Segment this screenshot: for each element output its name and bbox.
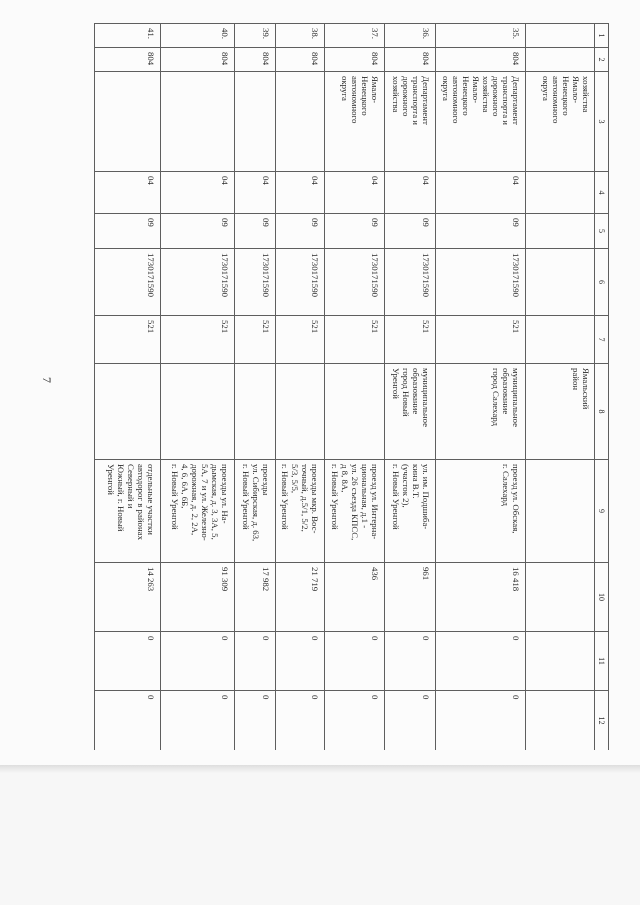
column-11-value: 0 <box>235 632 276 691</box>
column-11-value: 0 <box>160 632 235 691</box>
table-row <box>235 24 276 751</box>
table-row <box>435 24 525 751</box>
amount-value: 21 719 <box>276 563 325 632</box>
column-number-2: 2 <box>594 48 608 72</box>
column-number-12: 12 <box>594 691 608 751</box>
continued-department-text: хозяйства Ямало- Ненецкого автономного округа <box>526 72 595 172</box>
expense-type-code: 521 <box>235 316 276 364</box>
section-code: 04 <box>325 172 384 214</box>
continued-table-row <box>526 24 595 751</box>
column-number-10: 10 <box>594 563 608 632</box>
column-11-value: 0 <box>435 632 525 691</box>
column-number-11: 11 <box>594 632 608 691</box>
ministry-code: 804 <box>325 48 384 72</box>
table-row <box>276 24 325 751</box>
department-name: Департамент транспорта и дорожного хозяйства Ямало- Ненецкого автономного округа <box>435 72 525 172</box>
section-code: 04 <box>95 172 161 214</box>
target-article-code: 1730171590 <box>235 249 276 316</box>
section-code: 04 <box>276 172 325 214</box>
municipality-name <box>160 364 235 460</box>
column-12-value: 0 <box>160 691 235 751</box>
subsection-code: 09 <box>276 214 325 249</box>
object-name: ул. им. Подшиба- кина В.Т. (участок 2), г. Новый Уренгой <box>384 460 435 563</box>
ministry-code: 804 <box>384 48 435 72</box>
section-code: 04 <box>160 172 235 214</box>
column-number-7: 7 <box>594 316 608 364</box>
column-number-3: 3 <box>594 72 608 172</box>
target-article-code: 1730171590 <box>325 249 384 316</box>
row-number: 35. <box>435 24 525 48</box>
continued-district-text: Ямальский район <box>526 364 595 460</box>
page-bottom-shadow <box>0 765 640 773</box>
department-name <box>276 72 325 172</box>
continued-cell-10 <box>526 563 595 632</box>
column-12-value: 0 <box>384 691 435 751</box>
municipality-name <box>95 364 161 460</box>
column-12-value: 0 <box>276 691 325 751</box>
object-name: проезд ул. Интерна- циональная, д.1 - ул. 26 съезда КПСС, д 8, 8А, г. Новый Уренгой <box>325 460 384 563</box>
table-container <box>94 23 609 750</box>
object-name: проезды мкр. Вос- точный, д.5/1, 5/2, 5/3, 5/5, г. Новый Уренгой <box>276 460 325 563</box>
department-name: Департамент транспорта и дорожного хозяйства <box>384 72 435 172</box>
subsection-code: 09 <box>325 214 384 249</box>
department-name <box>160 72 235 172</box>
column-11-value: 0 <box>384 632 435 691</box>
object-name: проезд ул. Обская, г. Салехард <box>435 460 525 563</box>
section-code: 04 <box>435 172 525 214</box>
continued-cell-4 <box>526 172 595 214</box>
row-number: 39. <box>235 24 276 48</box>
subsection-code: 09 <box>235 214 276 249</box>
object-name: проезды ул. Сибирская, д. 63, г. Новый Уренгой <box>235 460 276 563</box>
expense-type-code: 521 <box>160 316 235 364</box>
department-name <box>95 72 161 172</box>
target-article-code: 1730171590 <box>95 249 161 316</box>
page-number: 7 <box>40 377 54 383</box>
column-11-value: 0 <box>325 632 384 691</box>
column-number-5: 5 <box>594 214 608 249</box>
continued-cell-2 <box>526 48 595 72</box>
subsection-code: 09 <box>435 214 525 249</box>
expense-type-code: 521 <box>325 316 384 364</box>
target-article-code: 1730171590 <box>384 249 435 316</box>
column-number-8: 8 <box>594 364 608 460</box>
continued-cell-11 <box>526 632 595 691</box>
subsection-code: 09 <box>160 214 235 249</box>
continued-cell-12 <box>526 691 595 751</box>
ministry-code: 804 <box>160 48 235 72</box>
table-row <box>160 24 235 751</box>
column-12-value: 0 <box>435 691 525 751</box>
column-number-row <box>594 24 608 751</box>
column-number-6: 6 <box>594 249 608 316</box>
expense-type-code: 521 <box>384 316 435 364</box>
target-article-code: 1730171590 <box>160 249 235 316</box>
object-name: проезды ул. На- дымская, д. 3, 3А, 5, 5А, 7 и ул. Железно- дорожная, д. 2, 2А, 4, 6, 6А, 6Б, г. Новый Уренгой <box>160 460 235 563</box>
row-number: 41. <box>95 24 161 48</box>
table-row <box>325 24 384 751</box>
column-12-value: 0 <box>235 691 276 751</box>
column-12-value: 0 <box>95 691 161 751</box>
target-article-code: 1730171590 <box>435 249 525 316</box>
column-number-9: 9 <box>594 460 608 563</box>
municipality-name <box>235 364 276 460</box>
table-row <box>384 24 435 751</box>
amount-value: 436 <box>325 563 384 632</box>
ministry-code: 804 <box>276 48 325 72</box>
row-number: 37. <box>325 24 384 48</box>
subsection-code: 09 <box>384 214 435 249</box>
object-name: отдельные участки автодорог в районах Северный и Южный, г. Новый Уренгой <box>95 460 161 563</box>
amount-value: 16 418 <box>435 563 525 632</box>
row-number: 40. <box>160 24 235 48</box>
row-number: 36. <box>384 24 435 48</box>
ministry-code: 804 <box>95 48 161 72</box>
municipality-name <box>325 364 384 460</box>
amount-value: 91 309 <box>160 563 235 632</box>
amount-value: 961 <box>384 563 435 632</box>
table-row <box>95 24 161 751</box>
section-code: 04 <box>384 172 435 214</box>
row-number: 38. <box>276 24 325 48</box>
amount-value: 14 263 <box>95 563 161 632</box>
continued-cell-1 <box>526 24 595 48</box>
column-11-value: 0 <box>276 632 325 691</box>
ministry-code: 804 <box>235 48 276 72</box>
continued-cell-5 <box>526 214 595 249</box>
municipality-name <box>276 364 325 460</box>
amount-value: 17 982 <box>235 563 276 632</box>
department-name <box>235 72 276 172</box>
municipality-name: муниципальное образование город Новый Уренгой <box>384 364 435 460</box>
continued-cell-7 <box>526 316 595 364</box>
department-name: Ямало- Ненецкого автономного округа <box>325 72 384 172</box>
continued-cell-6 <box>526 249 595 316</box>
budget-allocation-table <box>94 23 609 750</box>
expense-type-code: 521 <box>435 316 525 364</box>
target-article-code: 1730171590 <box>276 249 325 316</box>
column-number-4: 4 <box>594 172 608 214</box>
subsection-code: 09 <box>95 214 161 249</box>
continued-cell-9 <box>526 460 595 563</box>
column-12-value: 0 <box>325 691 384 751</box>
expense-type-code: 521 <box>276 316 325 364</box>
section-code: 04 <box>235 172 276 214</box>
ministry-code: 804 <box>435 48 525 72</box>
column-11-value: 0 <box>95 632 161 691</box>
expense-type-code: 521 <box>95 316 161 364</box>
municipality-name: муниципальное образование город Салехард <box>435 364 525 460</box>
column-number-1: 1 <box>594 24 608 48</box>
